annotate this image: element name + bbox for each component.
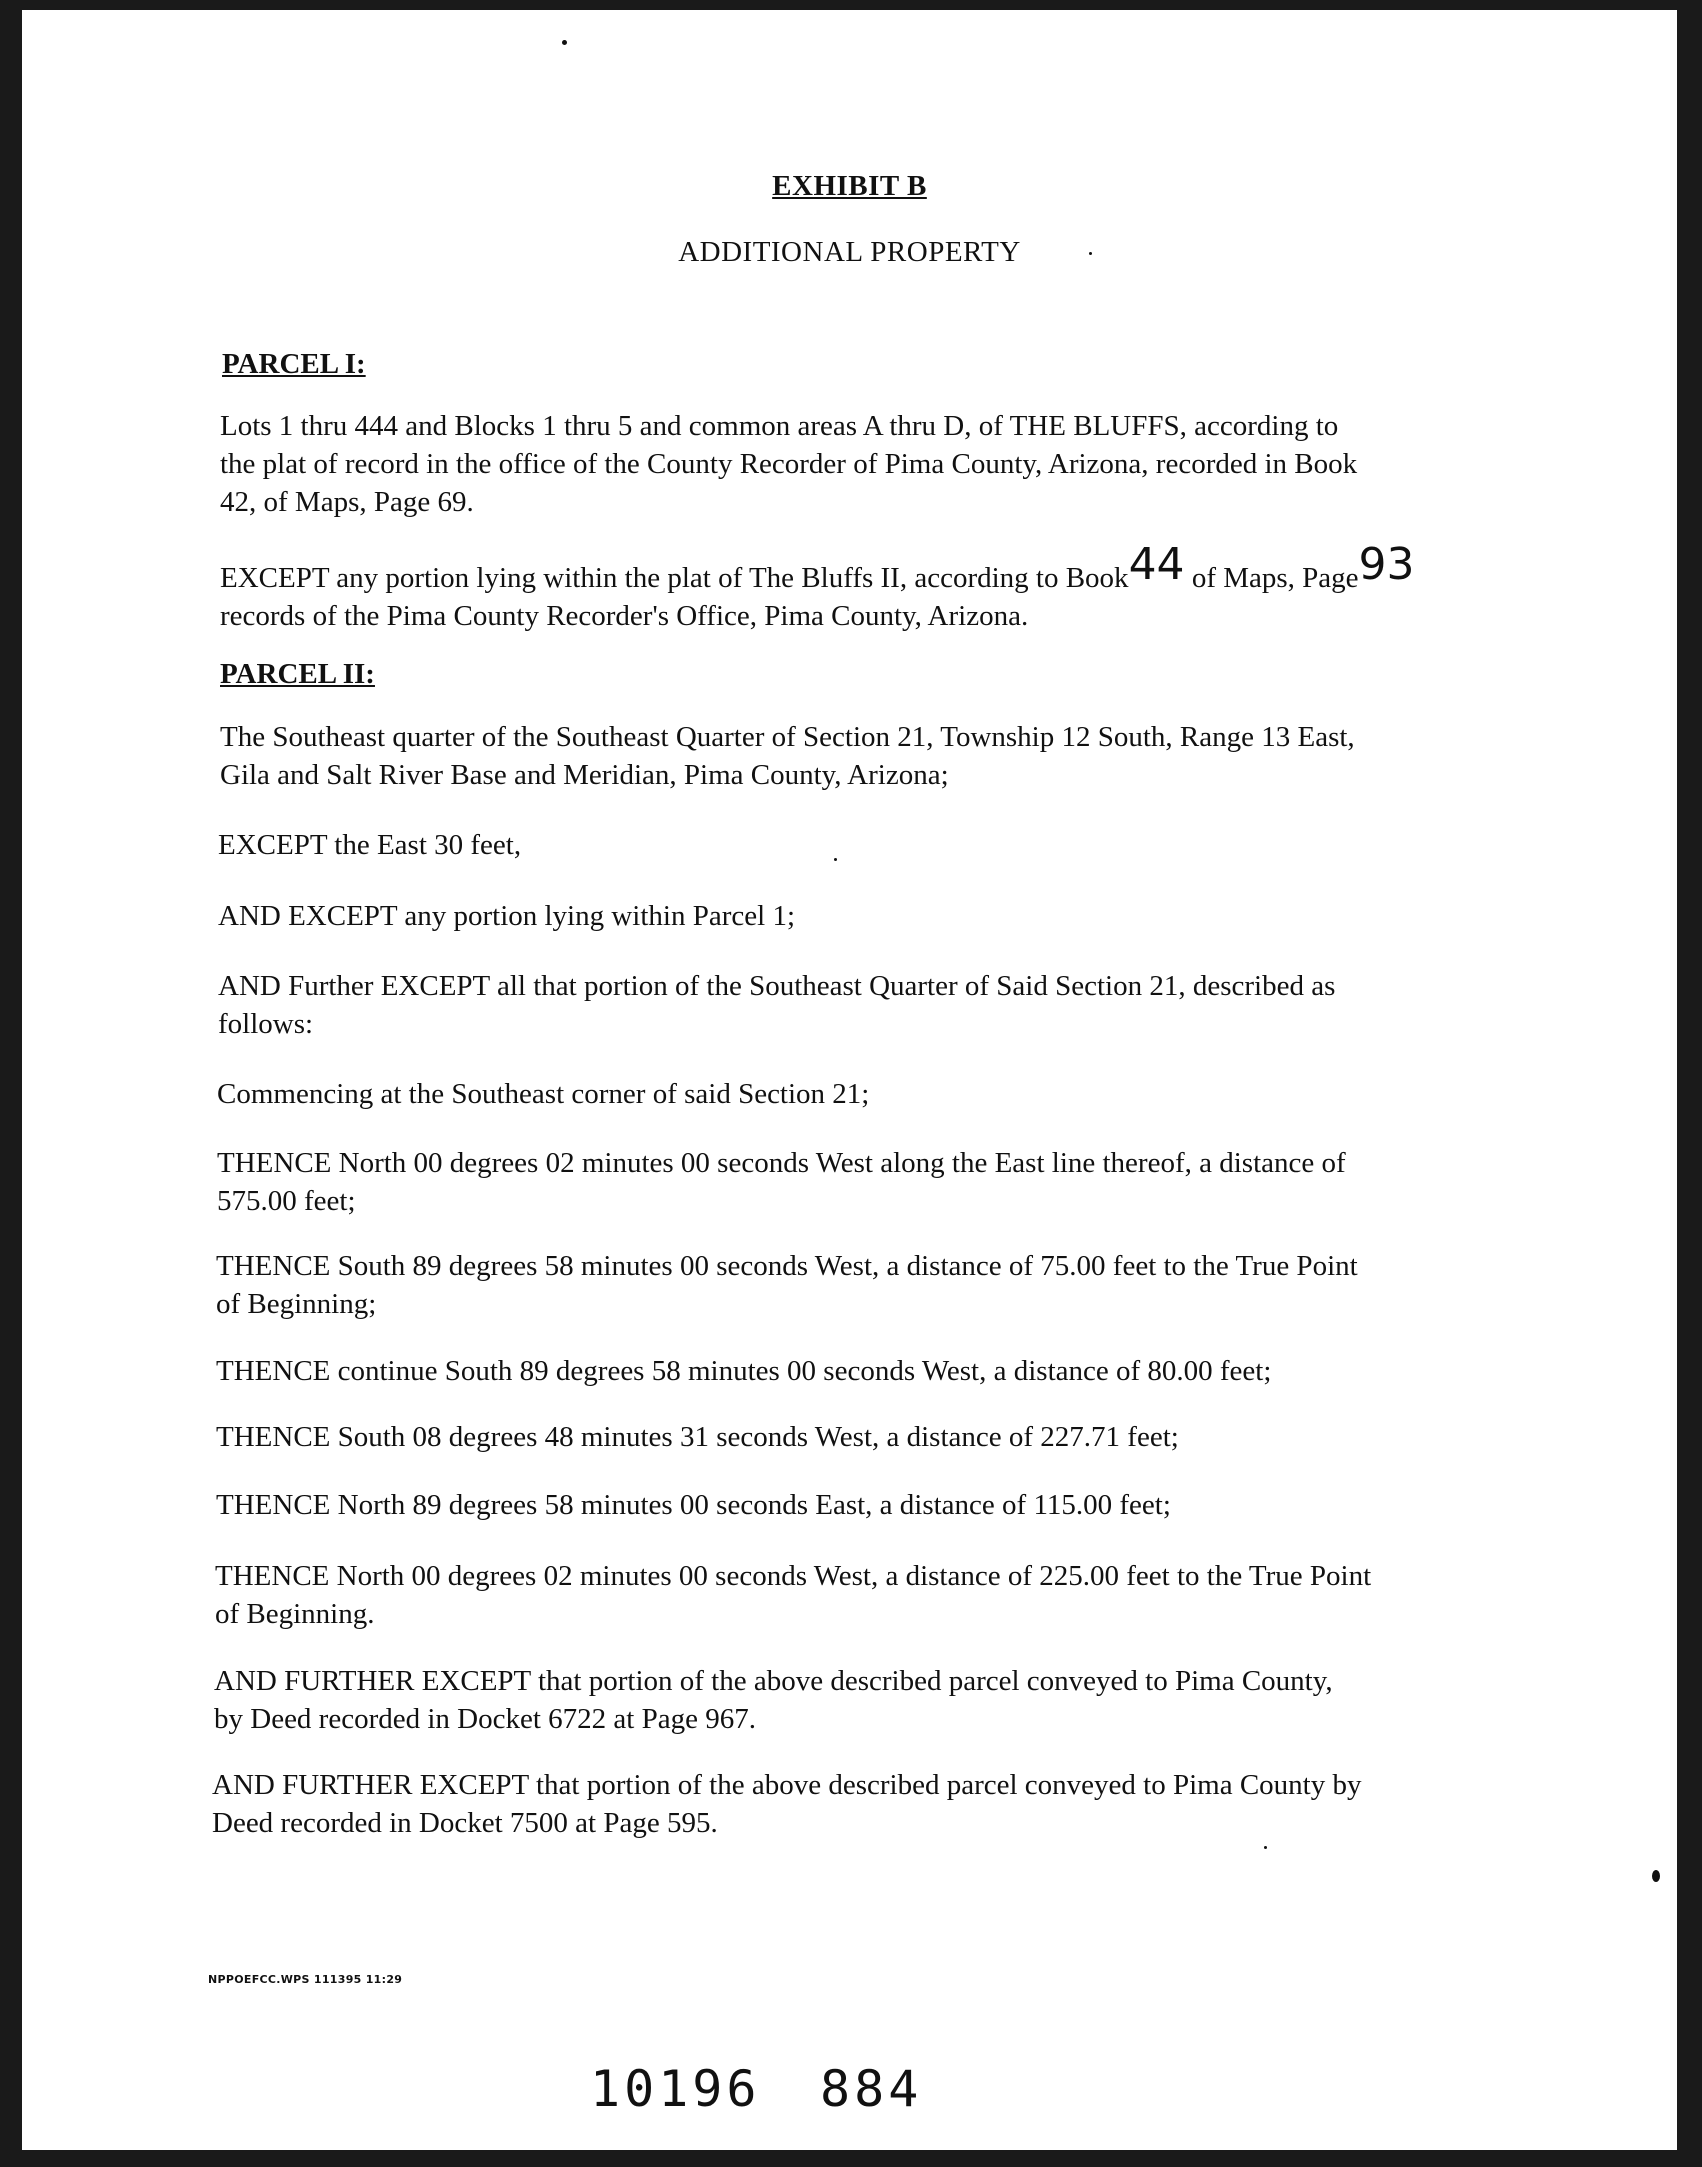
text-line: The Southeast quarter of the Southeast Quarter of Section 21, Township 12 South, Range 13 East, [220,721,1355,753]
document-title: EXHIBIT B [772,170,927,202]
text-line: AND FURTHER EXCEPT that portion of the above described parcel conveyed to Pima County by [212,1769,1362,1801]
scan-speck [834,858,837,861]
paragraph: AND EXCEPT any portion lying within Parcel 1; [218,900,795,932]
text-line: the plat of record in the office of the County Recorder of Pima County, Arizona, recorded in Book [220,448,1358,480]
handwritten-page-number: 93 [1358,539,1415,590]
stamp-page-number: 884 [820,2060,923,2118]
file-reference-code: NPPOEFCC.WPS 111395 11:29 [208,1973,403,1986]
scan-speck [1652,1870,1660,1882]
text-line: Gila and Salt River Base and Meridian, Pima County, Arizona; [220,759,949,791]
parcel-1-description [220,407,1357,521]
paragraph [215,1557,1371,1633]
text-segment: of Maps, Page [1191,562,1359,594]
scan-speck [1264,1846,1267,1849]
stamp-docket-number: 10196 [590,2060,761,2118]
parcel-1-heading: PARCEL I: [222,348,366,380]
paragraph [216,1247,1358,1323]
text-line: THENCE North 00 degrees 02 minutes 00 seconds West, a distance of 225.00 feet to the True Point [215,1560,1372,1592]
paragraph [218,967,1335,1043]
text-line: THENCE North 00 degrees 02 minutes 00 seconds West along the East line thereof, a distance of [217,1147,1346,1179]
text-line: AND Further EXCEPT all that portion of the Southeast Quarter of Said Section 21, described as [218,970,1336,1002]
paragraph [212,1766,1361,1842]
paragraph: THENCE South 08 degrees 48 minutes 31 seconds West, a distance of 227.71 feet; [216,1421,1179,1453]
text-line: AND FURTHER EXCEPT that portion of the above described parcel conveyed to Pima County, [214,1665,1333,1697]
text-line: THENCE South 89 degrees 58 minutes 00 seconds West, a distance of 75.00 feet to the True Point [216,1250,1358,1282]
paragraph: THENCE North 89 degrees 58 minutes 00 seconds East, a distance of 115.00 feet; [216,1489,1171,1521]
document-page [22,10,1677,2150]
text-segment: EXCEPT any portion lying within the plat of The Bluffs II, according to Book [220,562,1129,594]
text-line: Deed recorded in Docket 7500 at Page 595. [212,1807,718,1839]
text-line: records of the Pima County Recorder's Office, Pima County, Arizona. [220,600,1029,632]
text-line: 42, of Maps, Page 69. [220,486,474,518]
parcel-2-description [220,718,1355,794]
text-line: 575.00 feet; [217,1185,356,1217]
parcel-2-heading: PARCEL II: [220,658,375,690]
text-line: of Beginning. [215,1598,375,1630]
paragraph: EXCEPT the East 30 feet, [218,829,522,861]
parcel-1-exception [220,539,1415,635]
text-line: of Beginning; [216,1288,377,1320]
text-line: follows: [218,1008,314,1040]
handwritten-book-number: 44 [1128,539,1185,590]
scan-speck [562,40,567,45]
paragraph [217,1144,1346,1220]
scan-speck [1089,252,1092,255]
text-line: by Deed recorded in Docket 6722 at Page 967. [214,1703,756,1735]
paragraph: THENCE continue South 89 degrees 58 minutes 00 seconds West, a distance of 80.00 feet; [216,1355,1272,1387]
document-subtitle: ADDITIONAL PROPERTY [678,236,1021,268]
text-line: Lots 1 thru 444 and Blocks 1 thru 5 and common areas A thru D, of THE BLUFFS, according to [220,410,1339,442]
paragraph: Commencing at the Southeast corner of said Section 21; [217,1078,870,1110]
text-line [220,539,1415,597]
paragraph [214,1662,1333,1738]
